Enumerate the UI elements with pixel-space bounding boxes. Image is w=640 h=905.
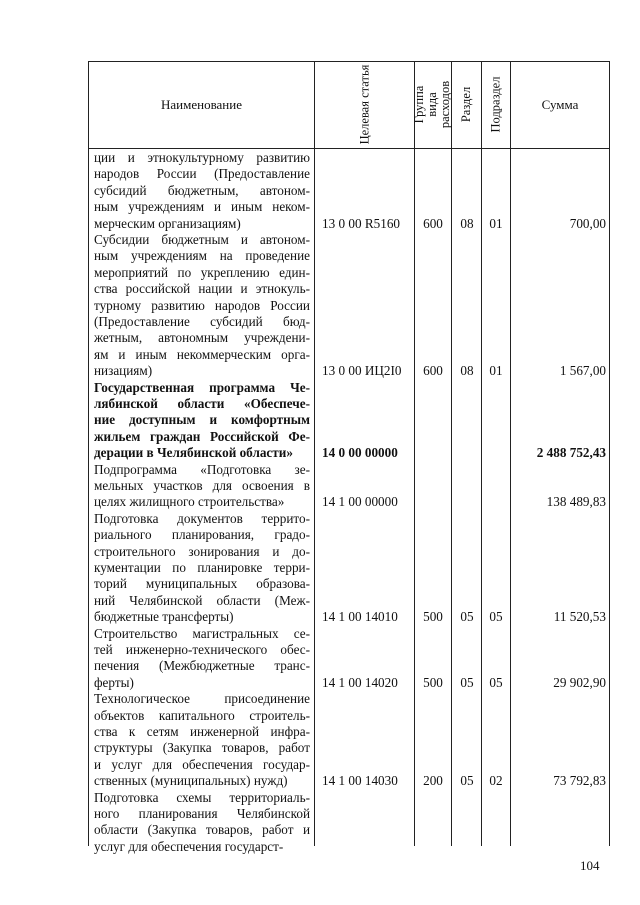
- row-description-line: ферты): [94, 674, 134, 690]
- header-name-cell: [89, 62, 314, 147]
- row-expense-group: 500: [423, 674, 443, 690]
- row-target-code: 13 0 00 R5160: [322, 215, 401, 231]
- row-subsection: 01: [489, 215, 503, 231]
- header-sum-cell: [511, 62, 609, 147]
- row-description-line: ства российской нации и этнокуль-: [94, 281, 310, 297]
- row-description-line: мероприятий по укреплению един-: [94, 264, 310, 280]
- row-description-line: ного планирования Челябинской: [94, 806, 310, 821]
- row-description-line: и услуг для обеспечения государ-: [94, 756, 310, 772]
- row-subsection: 05: [489, 674, 503, 690]
- col-line-left: [88, 61, 89, 846]
- row-target-code: 14 1 00 14020: [322, 674, 398, 690]
- row-sum: 138 489,83: [546, 494, 606, 510]
- row-description-line: народов России (Предоставление: [94, 166, 310, 182]
- row-description-line: дерации в Челябинской области»: [94, 445, 293, 461]
- row-subsection: 05: [489, 609, 503, 625]
- row-description-line: ным учреждениям и иным неком-: [94, 199, 310, 215]
- header-subsection: Подраздел: [488, 76, 503, 133]
- header-section-cell: [452, 62, 481, 147]
- row-description-line: низациям): [94, 363, 153, 379]
- row-description-line: ции и этнокультурному развитию: [94, 150, 310, 165]
- row-description-line: объектов капитального строитель-: [94, 707, 310, 723]
- header-expense-group: Группа вида расходов: [412, 80, 453, 129]
- row-expense-group: 200: [423, 773, 443, 789]
- row-description-line: структуры (Закупка товаров, работ: [94, 740, 310, 756]
- col-line-right: [609, 61, 610, 846]
- col-line-section: [481, 61, 482, 846]
- row-description-line: ний Челябинской области (Меж-: [94, 592, 310, 608]
- row-description-line: Субсидии бюджетным и автоном-: [94, 232, 310, 247]
- header-target: Целевая статья: [357, 64, 371, 145]
- header-target-cell: [315, 62, 414, 147]
- row-sum: 1 567,00: [559, 363, 606, 379]
- row-section: 08: [460, 363, 474, 379]
- row-expense-group: 600: [423, 363, 443, 379]
- row-description-line: жильем граждан Российской Фе-: [94, 428, 310, 444]
- row-description-line: услуг для обеспечения государст-: [94, 838, 284, 854]
- col-line-name: [314, 61, 315, 846]
- row-description-line: кументации по планировке терри-: [94, 560, 310, 575]
- row-sum: 29 902,90: [553, 674, 606, 690]
- row-description-line: печения (Межбюджетные транс-: [94, 658, 310, 674]
- row-description-line: области (Закупка товаров, работ и: [94, 822, 310, 838]
- row-description-line: субсидий бюджетным, автоном-: [94, 182, 310, 198]
- row-description-line: мельных участков для освоения в: [94, 478, 310, 493]
- row-description-line: строительного зонирования и до-: [94, 543, 310, 559]
- row-section: 05: [460, 773, 474, 789]
- row-expense-group: 600: [423, 215, 443, 231]
- row-description-line: Подготовка документов террито-: [94, 510, 310, 526]
- row-description-line: риального планирования, градо-: [94, 527, 310, 543]
- row-section: 08: [460, 215, 474, 231]
- row-target-code: 14 1 00 14010: [322, 609, 398, 625]
- page-number: 104: [580, 858, 600, 873]
- row-description-line: Строительство магистральных се-: [94, 625, 310, 641]
- row-description-line: лябинской области «Обеспече-: [94, 396, 310, 411]
- row-description-line: ям и иным некоммерческим орга-: [94, 346, 310, 362]
- row-target-code: 14 0 00 00000: [322, 445, 398, 461]
- header-section: Раздел: [459, 86, 474, 123]
- row-target-code: 13 0 00 ИЦ2I0: [322, 363, 402, 379]
- row-description-line: жетным, автономным учреждени-: [94, 330, 310, 346]
- row-description-line: ным учреждениям на проведение: [94, 248, 310, 264]
- row-target-code: 14 1 00 14030: [322, 773, 398, 789]
- col-line-group: [451, 61, 452, 846]
- row-subsection: 02: [489, 773, 503, 789]
- col-line-code: [414, 61, 415, 846]
- row-sum: 700,00: [569, 215, 606, 231]
- row-description-line: тей инженерно-технического обес-: [94, 642, 310, 657]
- row-description-line: целях жилищного строительства»: [94, 494, 285, 510]
- row-section: 05: [460, 609, 474, 625]
- header-sum: Сумма: [541, 96, 579, 112]
- row-description-line: ние доступным и комфортным: [94, 412, 310, 428]
- row-subsection: 01: [489, 363, 503, 379]
- row-description-line: (Предоставление субсидий бюд-: [94, 314, 310, 329]
- row-description-line: турному развитию народов России: [94, 297, 310, 313]
- row-sum: 73 792,83: [553, 773, 606, 789]
- row-description-line: мерческим организациям): [94, 215, 241, 231]
- row-description-line: Подготовка схемы территориаль-: [94, 789, 310, 805]
- row-description-line: торий муниципальных образова-: [94, 576, 310, 592]
- row-description-line: Подпрограмма «Подготовка зе-: [94, 461, 310, 477]
- row-section: 05: [460, 674, 474, 690]
- row-target-code: 14 1 00 00000: [322, 494, 398, 510]
- header-name: Наименование: [161, 96, 242, 112]
- header-group-cell: [412, 62, 453, 147]
- row-description-line: Технологическое присоединение: [94, 691, 310, 707]
- row-sum: 11 520,53: [553, 609, 606, 625]
- row-expense-group: 500: [423, 609, 443, 625]
- row-description-line: Государственная программа Че-: [94, 379, 310, 395]
- row-sum: 2 488 752,43: [536, 445, 606, 461]
- header-subsection-cell: [482, 62, 510, 147]
- row-description-line: бюджетные трансферты): [94, 609, 234, 625]
- row-description-line: ства к сетям инженерной инфра-: [94, 724, 310, 739]
- row-description-line: ственных (муниципальных) нужд): [94, 773, 288, 789]
